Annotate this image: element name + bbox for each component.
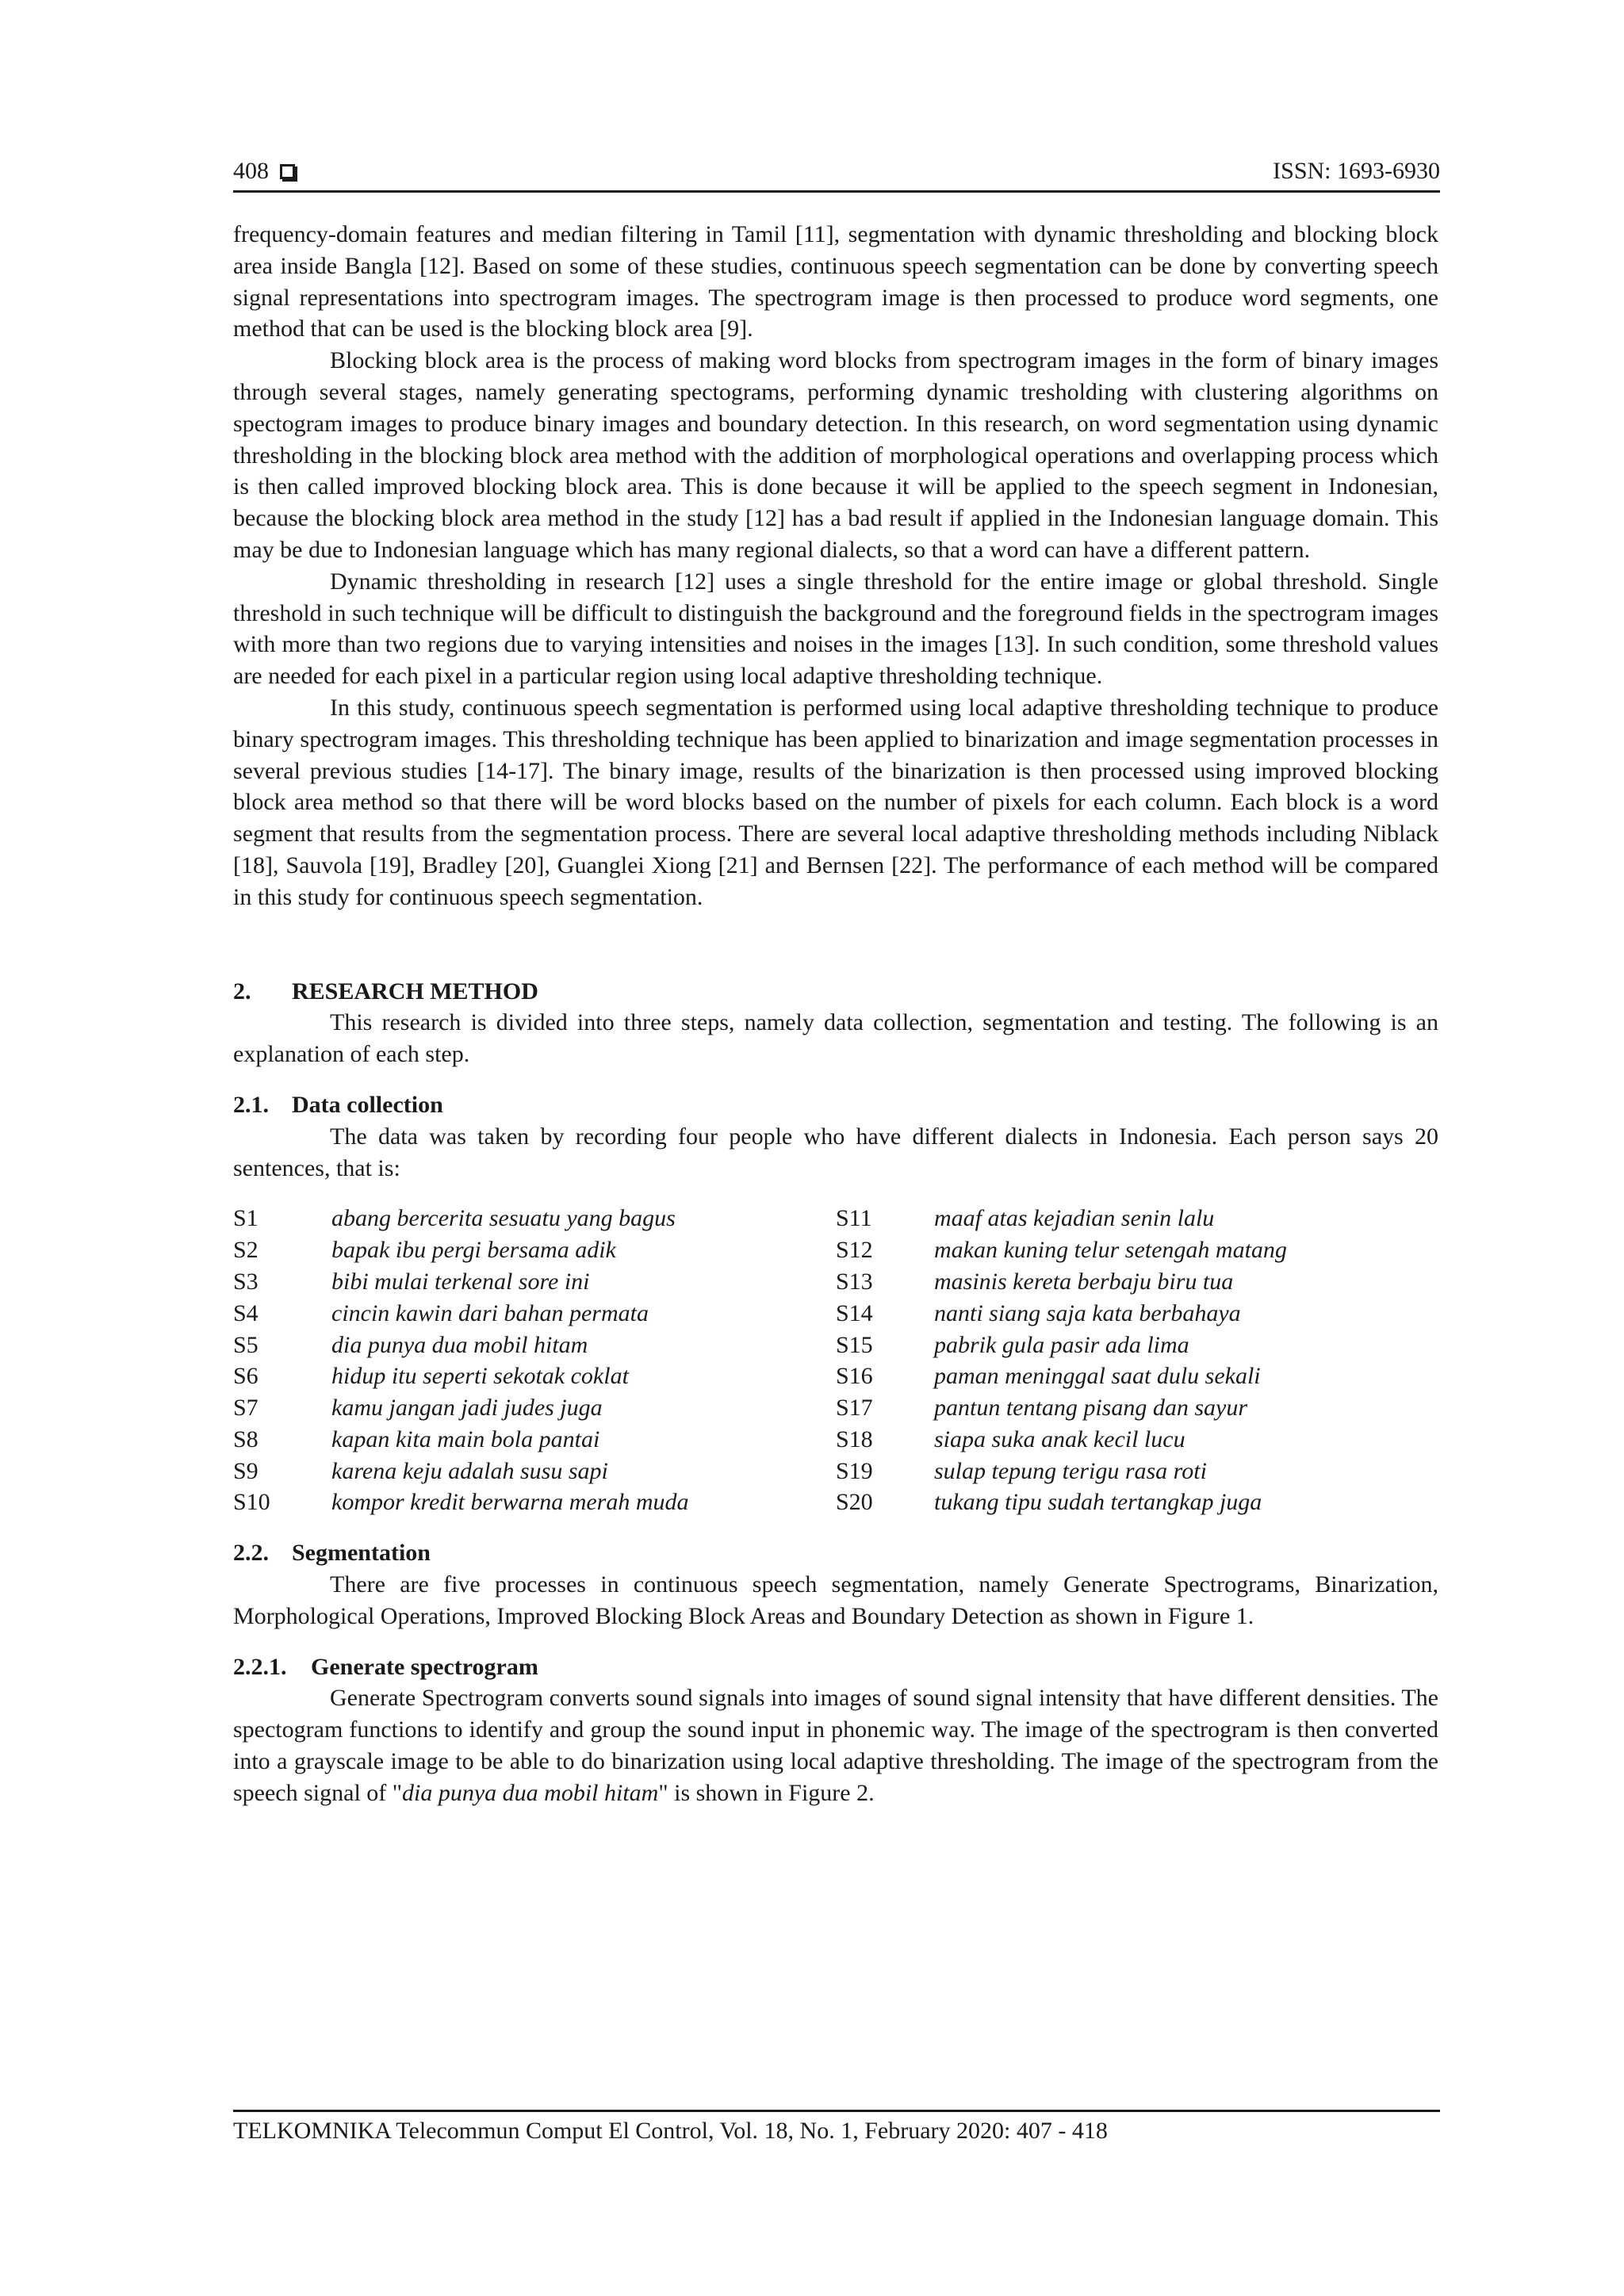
intro-paragraph-1: frequency-domain features and median filtering in Tamil [11], segmentation with dynamic thresholding and blocking block area inside Bangla [12]. Based on some of these studies, continuous speech segmentation can be done by converting speech signal representations into spectrogram images. The spectrogram image is then processed to produce word segments, one method that can be used is the blocking block area [9]. xyxy=(233,221,1438,342)
sentence-id: S6 xyxy=(233,1363,259,1390)
sentence-row xyxy=(233,1392,836,1424)
sentence-row xyxy=(233,1424,836,1456)
sentence-text: cincin kawin dari bahan permata xyxy=(331,1299,649,1326)
sentence-text: abang bercerita sesuatu yang bagus xyxy=(331,1205,676,1232)
sentence-row xyxy=(233,1203,836,1234)
header-rule xyxy=(233,190,1440,193)
sentence-text: paman meninggal saat dulu sekali xyxy=(934,1363,1261,1390)
sentence-row xyxy=(233,1266,836,1298)
sentence-column-right xyxy=(836,1203,1438,1518)
sentence-row xyxy=(233,1360,836,1392)
sentence-row xyxy=(836,1424,1438,1456)
sentence-id: S12 xyxy=(836,1237,873,1264)
sentence-text: makan kuning telur setengah matang xyxy=(934,1237,1287,1264)
page-number: 408 xyxy=(233,158,269,184)
sentence-row xyxy=(836,1360,1438,1392)
sentence-id: S4 xyxy=(233,1299,259,1326)
square-bullet-icon xyxy=(280,164,295,179)
sentence-row xyxy=(836,1298,1438,1330)
sentence-text: kompor kredit berwarna merah muda xyxy=(331,1489,689,1516)
sentence-row xyxy=(836,1392,1438,1424)
intro-paragraph-3: Dynamic thresholding in research [12] uses a single threshold for the entire image or global threshold. Single threshold in such technique will be difficult to distinguish the background and the foreground fields in the spectrogram images with more than two regions due to varying intensities and noises in the images [13]. In such condition, some threshold values are needed for each pixel in a particular region using local adaptive thresholding technique. xyxy=(233,568,1438,690)
sentence-row xyxy=(836,1487,1438,1518)
sentence-row xyxy=(836,1456,1438,1487)
sentence-id: S3 xyxy=(233,1268,259,1295)
sentence-id: S19 xyxy=(836,1457,873,1484)
sentence-row xyxy=(836,1203,1438,1234)
sentence-id: S14 xyxy=(836,1299,873,1326)
intro-paragraph-4: In this study, continuous speech segmentation is performed using local adaptive thresholding technique to produce binary spectrogram images. This thresholding technique has been applied to binarization and image segmentation processes in several previous studies [14-17]. The binary image, results of the binarization is then processed using improved blocking block area method so that there will be word blocks based on the number of pixels for each column. Each block is a word segment that results from the segmentation process. There are several local adaptive thresholding methods including Niblack [18], Sauvola [19], Bradley [20], Guanglei Xiong [21] and Bernsen [22]. The performance of each method will be compared in this study for continuous speech segmentation. xyxy=(233,694,1438,910)
sentence-id: S16 xyxy=(836,1363,873,1390)
section-2-1-paragraph: The data was taken by recording four people who have different dialects in Indonesia. Each person says 20 sentences, that is: xyxy=(233,1123,1438,1181)
sentence-id: S17 xyxy=(836,1395,873,1422)
intro-paragraph-2: Blocking block area is the process of making word blocks from spectrogram images in the form of binary images through several stages, namely generating spectograms, performing dynamic tresholding with clustering algorithms on spectogram images to produce binary images and boundary detection. In this research, on word segmentation using dynamic thresholding in the blocking block area method with the addition of morphological operations and overlapping process which is then called improved blocking block area. This is done because it will be applied to the speech segment in Indonesian, because the blocking block area method in the study [12] has a bad result if applied in the Indonesian language domain. This may be due to Indonesian language which has many regional dialects, so that a word can have a different pattern. xyxy=(233,347,1438,563)
sentence-row xyxy=(233,1487,836,1518)
sentence-id: S9 xyxy=(233,1457,259,1484)
sentence-text: karena keju adalah susu sapi xyxy=(331,1457,608,1484)
sentence-text: hidup itu seperti sekotak coklat xyxy=(331,1363,629,1390)
section-2-paragraph: This research is divided into three steps, namely data collection, segmentation and testing. The following is an explanation of each step. xyxy=(233,1009,1438,1068)
sentence-id: S2 xyxy=(233,1237,259,1264)
sentence-row xyxy=(836,1234,1438,1266)
footer-rule xyxy=(233,2110,1440,2112)
sentence-id: S5 xyxy=(233,1331,259,1358)
sentence-row xyxy=(836,1266,1438,1298)
sentence-text: bibi mulai terkenal sore ini xyxy=(331,1268,590,1295)
sentence-id: S10 xyxy=(233,1489,270,1516)
sentence-row xyxy=(233,1456,836,1487)
sentence-text: sulap tepung terigu rasa roti xyxy=(934,1457,1207,1484)
sentence-id: S18 xyxy=(836,1425,873,1452)
sentence-text: dia punya dua mobil hitam xyxy=(331,1331,588,1358)
sentence-id: S15 xyxy=(836,1331,873,1358)
sentence-list xyxy=(233,1203,1438,1518)
sentence-id: S1 xyxy=(233,1205,259,1232)
sentence-row xyxy=(233,1298,836,1330)
sentence-id: S20 xyxy=(836,1489,873,1516)
sentence-text: masinis kereta berbaju biru tua xyxy=(934,1268,1234,1295)
sentence-text: bapak ibu pergi bersama adik xyxy=(331,1237,616,1264)
sentence-id: S13 xyxy=(836,1268,873,1295)
section-heading-2-2: 2.2. Segmentation xyxy=(233,1540,431,1567)
sentence-row xyxy=(233,1234,836,1266)
sentence-column-left xyxy=(233,1203,836,1518)
header-left xyxy=(233,155,295,187)
sentence-id: S7 xyxy=(233,1395,259,1422)
sentence-text: maaf atas kejadian senin lalu xyxy=(934,1205,1215,1232)
sentence-row xyxy=(233,1330,836,1361)
sentence-row xyxy=(836,1330,1438,1361)
body-text xyxy=(233,219,1438,1809)
italic-quote: dia punya dua mobil hitam xyxy=(402,1779,659,1806)
sentence-text: kapan kita main bola pantai xyxy=(331,1425,600,1452)
section-heading-2: 2. RESEARCH METHOD xyxy=(233,978,538,1004)
sentence-id: S8 xyxy=(233,1425,259,1452)
section-heading-2-1: 2.1. Data collection xyxy=(233,1091,443,1118)
sentence-text: pantun tentang pisang dan sayur xyxy=(934,1395,1247,1422)
sentence-text: kamu jangan jadi judes juga xyxy=(331,1395,603,1422)
section-heading-2-2-1: 2.2.1. Generate spectrogram xyxy=(233,1653,538,1680)
sentence-id: S11 xyxy=(836,1205,872,1232)
issn: ISSN: 1693-6930 xyxy=(1273,158,1440,184)
journal-footer: TELKOMNIKA Telecommun Comput El Control, Vol. 18, No. 1, February 2020: 407 - 418 xyxy=(233,2118,1108,2144)
sentence-text: pabrik gula pasir ada lima xyxy=(934,1331,1189,1358)
sentence-text: nanti siang saja kata berbahaya xyxy=(934,1299,1241,1326)
sentence-text: siapa suka anak kecil lucu xyxy=(934,1425,1185,1452)
section-2-2-paragraph: There are five processes in continuous speech segmentation, namely Generate Spectrograms, Binarization, Morphological Operations, Improved Blocking Block Areas and Boundary Detection as shown in Figure 1. xyxy=(233,1571,1438,1629)
sentence-text: tukang tipu sudah tertangkap juga xyxy=(934,1489,1262,1516)
section-2-2-1-paragraph: Generate Spectrogram converts sound signals into images of sound signal intensity that have different densities. The spectogram functions to identify and group the sound input in phonemic way. The image of the spectrogram is then converted into a grayscale image to be able to do binarization using local adaptive thresholding. The image of the spectrogram from the speech signal of "dia punya dua mobil hitam" is shown in Figure 2. xyxy=(233,1685,1438,1806)
